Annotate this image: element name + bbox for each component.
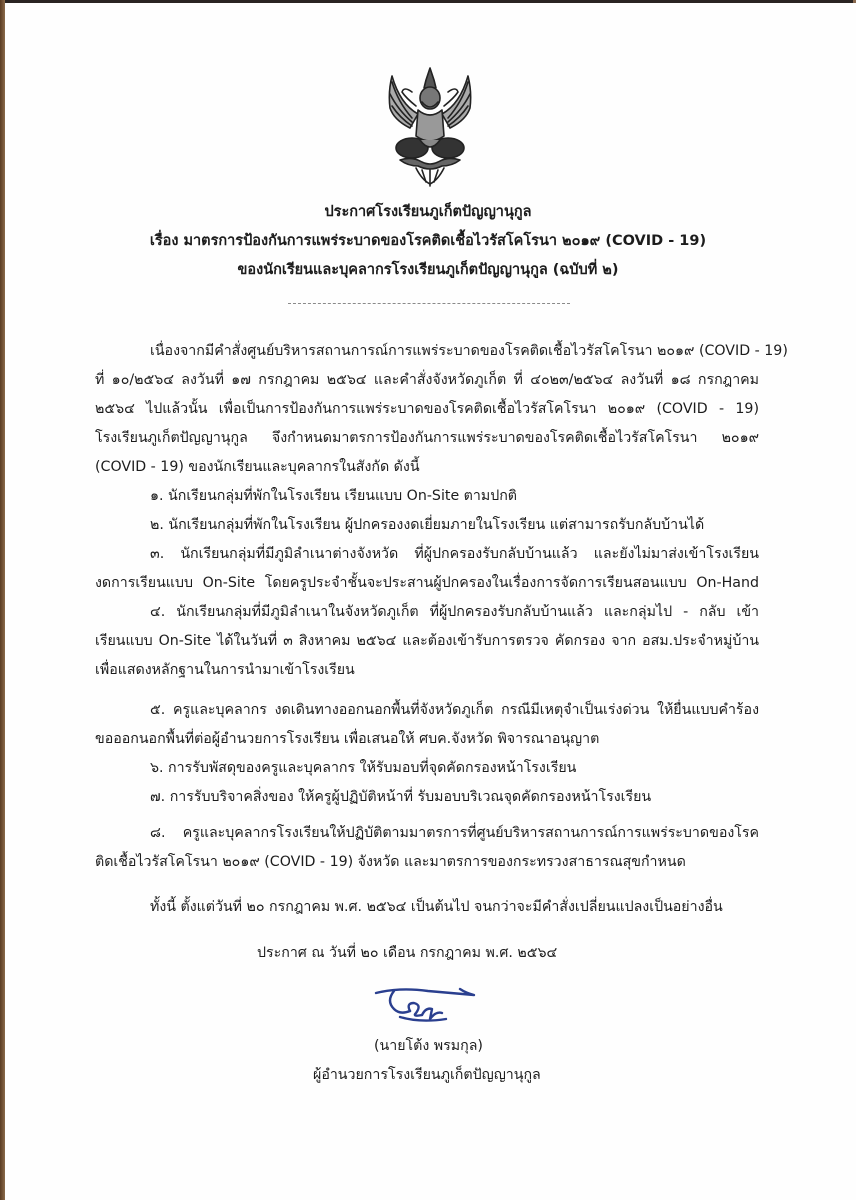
header-separator xyxy=(288,303,570,304)
measure-item-1: ๑. นักเรียนกลุ่มที่พักในโรงเรียน เรียนแบบ On-Site ตามปกติ xyxy=(150,488,518,504)
measure-item-5-continued: ขอออกนอกพื้นที่ต่อผู้อำนวยการโรงเรียน เพื่อเสนอให้ ศบค.จังหวัด พิจารณาอนุญาต xyxy=(95,731,600,747)
intro-line-1: เนื่องจากมีคำสั่งศูนย์บริหารสถานการณ์การแพร่ระบาดของโรคติดเชื้อไวรัสโคโรนา ๒๐๑๙ (COVID - 19) xyxy=(150,343,788,359)
measure-item-8-continued: ติดเชื้อไวรัสโคโรนา ๒๐๑๙ (COVID - 19) จังหวัด และมาตรการของกระทรวงสาธารณสุขกำหนด xyxy=(95,854,686,870)
intro-line-2: ที่ ๑๐/๒๕๖๔ ลงวันที่ ๑๗ กรกฎาคม ๒๕๖๔ และคำสั่งจังหวัดภูเก็ต ที่ ๔๐๒๓/๒๕๖๔ ลงวันที่ ๑๘ กรกฎาคม xyxy=(95,372,759,388)
garuda-emblem-icon xyxy=(372,62,488,190)
subject-line: เรื่อง มาตรการป้องกันการแพร่ระบาดของโรคติดเชื้อไวรัสโคโรนา ๒๐๑๙ (COVID - 19) xyxy=(149,233,707,249)
measure-item-5: ๕. ครูและบุคลากร งดเดินทางออกนอกพื้นที่จังหวัดภูเก็ต กรณีมีเหตุจำเป็นเร่งด่วน ให้ยื่นแบบคำร้อง xyxy=(150,702,759,718)
measure-item-2: ๒. นักเรียนกลุ่มที่พักในโรงเรียน ผู้ปกครองงดเยี่ยมภายในโรงเรียน แต่สามารถรับกลับบ้านได้ xyxy=(150,517,705,533)
signatory-position: ผู้อำนวยการโรงเรียนภูเก็ตปัญญานุกูล xyxy=(313,1067,541,1083)
intro-line-3: ๒๕๖๔ ไปแล้วนั้น เพื่อเป็นการป้องกันการแพร่ระบาดของโรคติดเชื้อไวรัสโคโรนา ๒๐๑๙ (COVID - 19) xyxy=(95,401,759,417)
announcement-heading: ประกาศโรงเรียนภูเก็ตปัญญานุกูล xyxy=(324,204,532,220)
measure-item-3: ๓. นักเรียนกลุ่มที่มีภูมิลำเนาต่างจังหวัด ที่ผู้ปกครองรับกลับบ้านแล้ว และยังไม่มาส่งเข้าโรงเรียน xyxy=(150,546,759,562)
measure-item-7: ๗. การรับบริจาคสิ่งของ ให้ครูผู้ปฏิบัติหน้าที่ รับมอบบริเวณจุดคัดกรองหน้าโรงเรียน xyxy=(150,789,652,805)
measure-item-4-continued-2: เพื่อแสดงหลักฐานในการนำมาเข้าโรงเรียน xyxy=(95,662,355,678)
intro-line-4: โรงเรียนภูเก็ตปัญญานุกูล จึงกำหนดมาตรการป้องกันการแพร่ระบาดของโรคติดเชื้อไวรัสโคโรนา ๒๐๑๙ xyxy=(95,430,759,446)
subject-line-continued: ของนักเรียนและบุคลากรโรงเรียนภูเก็ตปัญญานุกูล (ฉบับที่ ๒) xyxy=(237,262,619,278)
measure-item-6: ๖. การรับพัสดุของครูและบุคลากร ให้รับมอบที่จุดคัดกรองหน้าโรงเรียน xyxy=(150,760,577,776)
intro-line-5: (COVID - 19) ของนักเรียนและบุคลากรในสังกัด ดังนี้ xyxy=(95,459,420,475)
measure-item-4-continued: เรียนแบบ On-Site ได้ในวันที่ ๓ สิงหาคม ๒๕๖๔ และต้องเข้ารับการตรวจ คัดกรอง จาก อสม.ประจำหมู่บ้าน xyxy=(95,633,759,649)
announcement-date: ประกาศ ณ วันที่ ๒๐ เดือน กรกฎาคม พ.ศ. ๒๕๖๔ xyxy=(257,945,558,961)
effective-date-statement: ทั้งนี้ ตั้งแต่วันที่ ๒๐ กรกฎาคม พ.ศ. ๒๕๖๔ เป็นต้นไป จนกว่าจะมีคำสั่งเปลี่ยนแปลงเป็นอย่างอื่น xyxy=(150,899,723,915)
signatory-name: (นายโต้ง พรมกุล) xyxy=(374,1038,483,1054)
measure-item-4: ๔. นักเรียนกลุ่มที่มีภูมิลำเนาในจังหวัดภูเก็ต ที่ผู้ปกครองรับกลับบ้านแล้ว และกลุ่มไป - กลับ เข้า xyxy=(150,604,759,620)
handwritten-signature-icon xyxy=(370,985,480,1027)
measure-item-8: ๘. ครูและบุคลากรโรงเรียนให้ปฏิบัติตามมาตรการที่ศูนย์บริหารสถานการณ์การแพร่ระบาดของโรค xyxy=(150,825,759,841)
measure-item-3-continued: งดการเรียนแบบ On-Site โดยครูประจำชั้นจะประสานผู้ปกครองในเรื่องการจัดการเรียนสอนแบบ On-Hand xyxy=(95,575,759,591)
